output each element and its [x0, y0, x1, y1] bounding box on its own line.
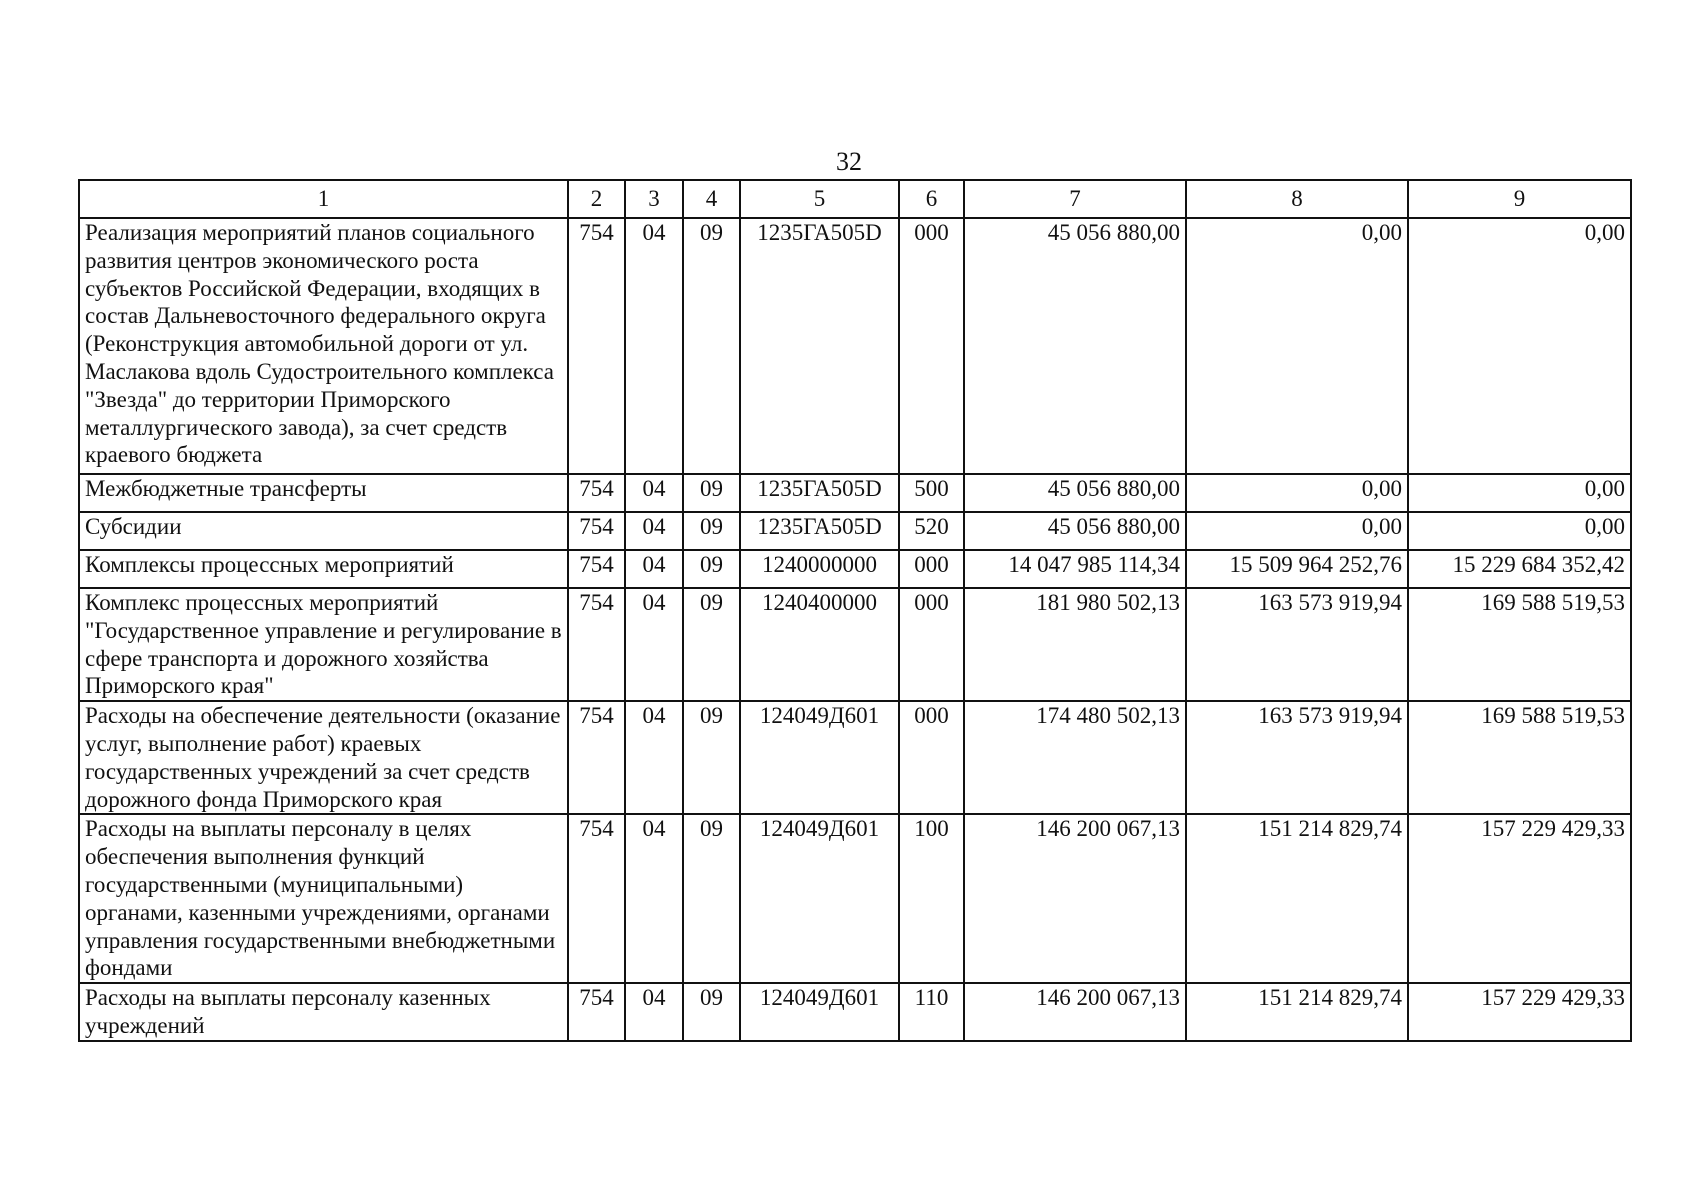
row-amount-col8: 163 573 919,94 [1186, 588, 1408, 701]
row-amount-col8: 0,00 [1186, 512, 1408, 550]
row-section-code: 04 [625, 550, 683, 588]
table-row [79, 218, 1631, 474]
header-col-9: 9 [1408, 180, 1631, 218]
header-col-1: 1 [79, 180, 568, 218]
row-name: Межбюджетные трансферты [79, 474, 568, 512]
row-subsection-code: 09 [683, 550, 740, 588]
row-expense-type: 000 [899, 550, 964, 588]
row-amount-col9: 15 229 684 352,42 [1408, 550, 1631, 588]
row-amount-col7: 45 056 880,00 [964, 512, 1186, 550]
table-row [79, 474, 1631, 512]
header-col-7: 7 [964, 180, 1186, 218]
row-section-code: 04 [625, 512, 683, 550]
row-amount-col7: 14 047 985 114,34 [964, 550, 1186, 588]
table-row [79, 512, 1631, 550]
row-section-code: 04 [625, 218, 683, 474]
table-row [79, 701, 1631, 814]
row-name: Реализация мероприятий планов социального развития центров экономического роста субъектов Российской Федерации, входящих в состав Дальневосточного федерального округа (Реконструкция автомобильной дороги от ул. Маслакова вдоль Судостроительного комплекса "Звезда" до территории Приморского металлургического завода), за счет средств краевого бюджета [79, 218, 568, 474]
row-subsection-code: 09 [683, 474, 740, 512]
row-amount-col8: 151 214 829,74 [1186, 814, 1408, 983]
row-amount-col7: 181 980 502,13 [964, 588, 1186, 701]
header-col-6: 6 [899, 180, 964, 218]
row-amount-col7: 174 480 502,13 [964, 701, 1186, 814]
table-row [79, 814, 1631, 983]
header-col-2: 2 [568, 180, 625, 218]
row-target-article: 1240400000 [740, 588, 899, 701]
row-expense-type: 100 [899, 814, 964, 983]
header-col-5: 5 [740, 180, 899, 218]
row-name: Расходы на выплаты персоналу в целях обеспечения выполнения функций государственными (муниципальными) органами, казенными учреждениями, органами управления государственными внебюджетными фондами [79, 814, 568, 983]
row-amount-col8: 0,00 [1186, 474, 1408, 512]
row-amount-col9: 0,00 [1408, 474, 1631, 512]
table-row [79, 550, 1631, 588]
row-amount-col9: 169 588 519,53 [1408, 701, 1631, 814]
row-name: Субсидии [79, 512, 568, 550]
row-ministry-code: 754 [568, 218, 625, 474]
row-target-article: 124049Д601 [740, 814, 899, 983]
header-col-8: 8 [1186, 180, 1408, 218]
row-target-article: 124049Д601 [740, 983, 899, 1041]
row-ministry-code: 754 [568, 550, 625, 588]
row-amount-col9: 157 229 429,33 [1408, 814, 1631, 983]
row-amount-col7: 146 200 067,13 [964, 983, 1186, 1041]
row-ministry-code: 754 [568, 474, 625, 512]
row-amount-col8: 151 214 829,74 [1186, 983, 1408, 1041]
row-amount-col8: 163 573 919,94 [1186, 701, 1408, 814]
row-amount-col8: 15 509 964 252,76 [1186, 550, 1408, 588]
row-amount-col7: 45 056 880,00 [964, 218, 1186, 474]
row-name: Комплекс процессных мероприятий "Государственное управление и регулирование в сфере транспорта и дорожного хозяйства Приморского края" [79, 588, 568, 701]
row-ministry-code: 754 [568, 588, 625, 701]
row-expense-type: 000 [899, 588, 964, 701]
row-target-article: 124049Д601 [740, 701, 899, 814]
row-expense-type: 110 [899, 983, 964, 1041]
row-subsection-code: 09 [683, 512, 740, 550]
row-subsection-code: 09 [683, 588, 740, 701]
row-ministry-code: 754 [568, 701, 625, 814]
row-section-code: 04 [625, 701, 683, 814]
row-ministry-code: 754 [568, 983, 625, 1041]
table-row [79, 588, 1631, 701]
row-target-article: 1235ГА505D [740, 218, 899, 474]
header-col-4: 4 [683, 180, 740, 218]
row-subsection-code: 09 [683, 218, 740, 474]
row-subsection-code: 09 [683, 983, 740, 1041]
row-subsection-code: 09 [683, 701, 740, 814]
row-target-article: 1235ГА505D [740, 474, 899, 512]
row-expense-type: 000 [899, 701, 964, 814]
row-amount-col7: 45 056 880,00 [964, 474, 1186, 512]
header-row [79, 180, 1631, 218]
header-col-3: 3 [625, 180, 683, 218]
row-expense-type: 520 [899, 512, 964, 550]
row-amount-col9: 0,00 [1408, 218, 1631, 474]
row-subsection-code: 09 [683, 814, 740, 983]
row-name: Расходы на обеспечение деятельности (оказание услуг, выполнение работ) краевых государственных учреждений за счет средств дорожного фонда Приморского края [79, 701, 568, 814]
row-target-article: 1235ГА505D [740, 512, 899, 550]
row-section-code: 04 [625, 983, 683, 1041]
row-amount-col9: 0,00 [1408, 512, 1631, 550]
table-row [79, 983, 1631, 1041]
row-amount-col9: 169 588 519,53 [1408, 588, 1631, 701]
row-ministry-code: 754 [568, 512, 625, 550]
row-expense-type: 000 [899, 218, 964, 474]
row-amount-col7: 146 200 067,13 [964, 814, 1186, 983]
row-expense-type: 500 [899, 474, 964, 512]
row-target-article: 1240000000 [740, 550, 899, 588]
row-ministry-code: 754 [568, 814, 625, 983]
row-name: Комплексы процессных мероприятий [79, 550, 568, 588]
budget-table [78, 179, 1632, 1042]
row-name: Расходы на выплаты персоналу казенных учреждений [79, 983, 568, 1041]
row-section-code: 04 [625, 588, 683, 701]
page-number: 32 [836, 147, 862, 176]
row-amount-col9: 157 229 429,33 [1408, 983, 1631, 1041]
row-section-code: 04 [625, 814, 683, 983]
row-amount-col8: 0,00 [1186, 218, 1408, 474]
row-section-code: 04 [625, 474, 683, 512]
